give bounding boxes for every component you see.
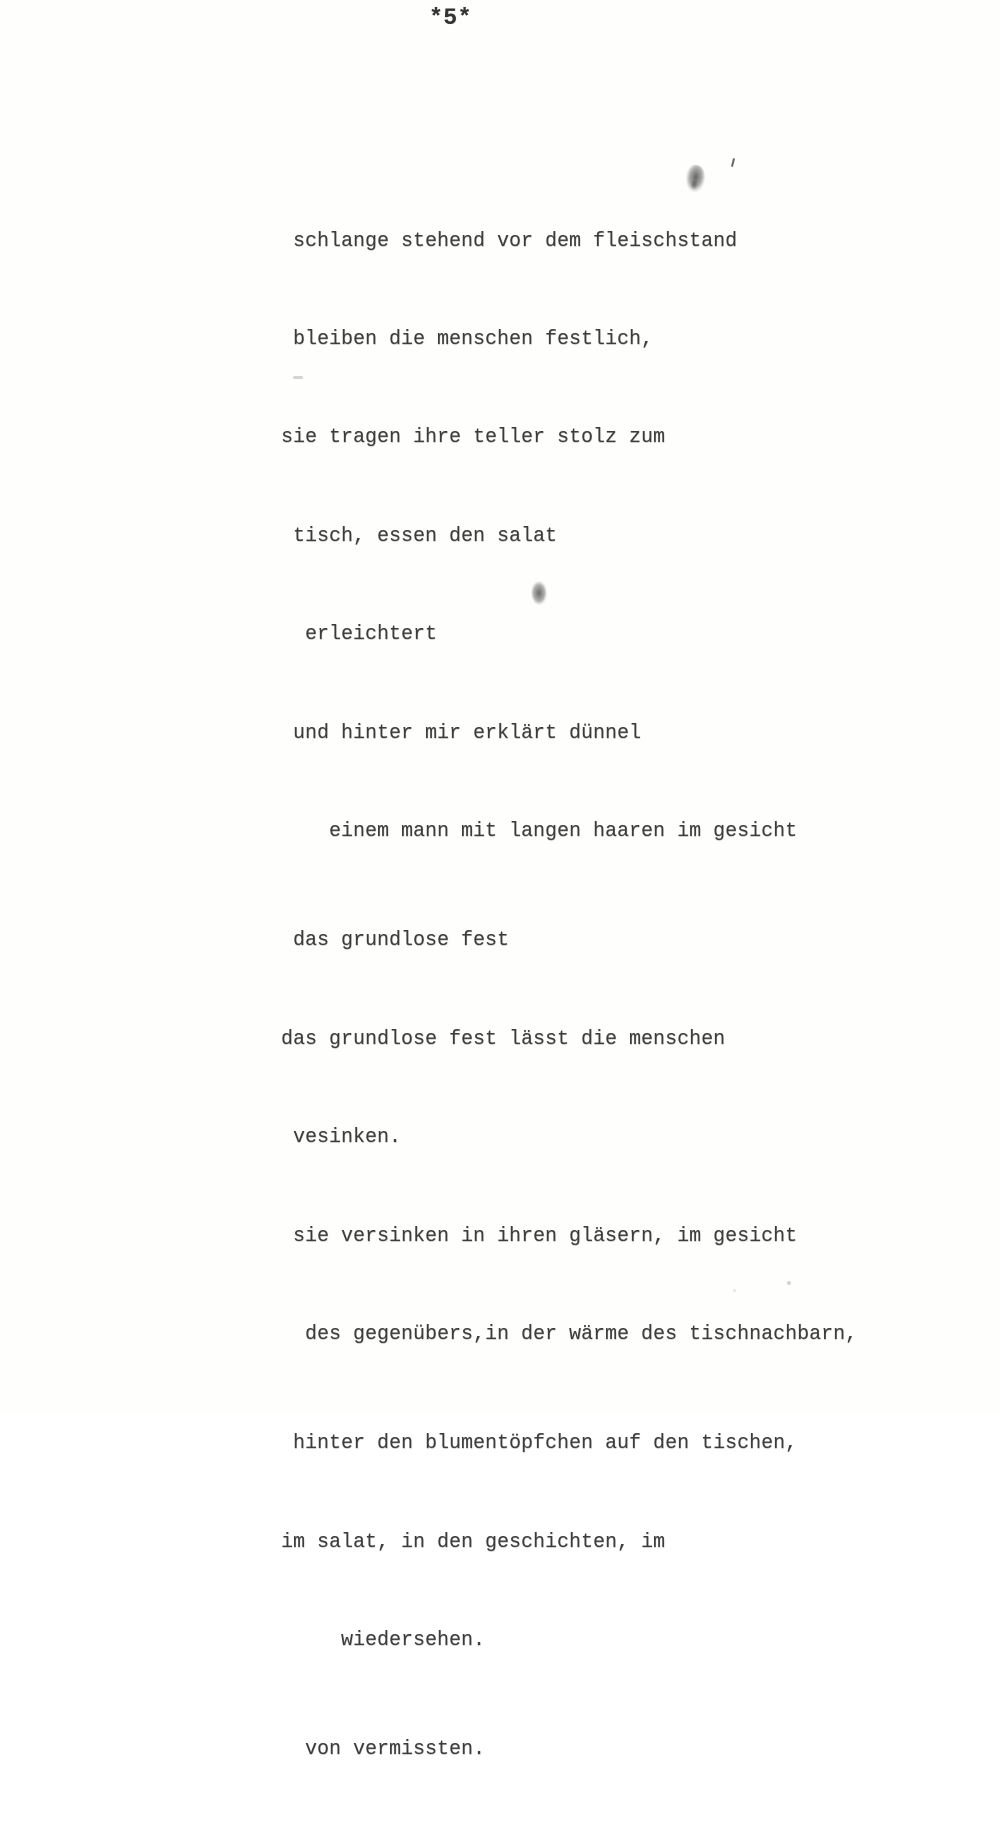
poem-line: hinter den blumentöpfchen auf den tischen,: [281, 1432, 798, 1456]
poem-line: tisch, essen den salat: [281, 524, 558, 548]
poem-line: das grundlose fest lässt die menschen: [281, 1027, 726, 1051]
poem-line: sie tragen ihre teller stolz zum: [281, 426, 666, 450]
poem-line: und hinter mir erklärt dünnel: [281, 721, 642, 745]
poem-line: wiedersehen.: [281, 1629, 486, 1653]
page-number: *5*: [429, 5, 472, 31]
poem-text: [281, 160, 857, 1833]
poem-line: vesinken.: [281, 1126, 402, 1150]
ink-overtype-smudge: [531, 581, 547, 605]
poem-line: sie versinken in ihren gläsern, im gesicht: [281, 1224, 798, 1248]
poem-line: im salat, in den geschichten, im: [281, 1530, 666, 1554]
scan-speck: [787, 1281, 791, 1285]
poem-line: von vermissten.: [281, 1738, 486, 1762]
poem-line: bleiben die menschen festlich,: [281, 327, 654, 351]
poem-line: des gegenübers,in der wärme des tischnachbarn,: [281, 1322, 858, 1346]
poem-line: einem mann mit langen haaren im gesicht: [281, 819, 798, 843]
poem-line: schlange stehend vor dem fleischstand: [281, 229, 738, 253]
scan-speck: [733, 1289, 736, 1292]
faint-dash-mark: [293, 376, 303, 379]
poem-line: erleichtert: [281, 623, 438, 647]
poem-line: das grundlose fest: [281, 929, 510, 953]
